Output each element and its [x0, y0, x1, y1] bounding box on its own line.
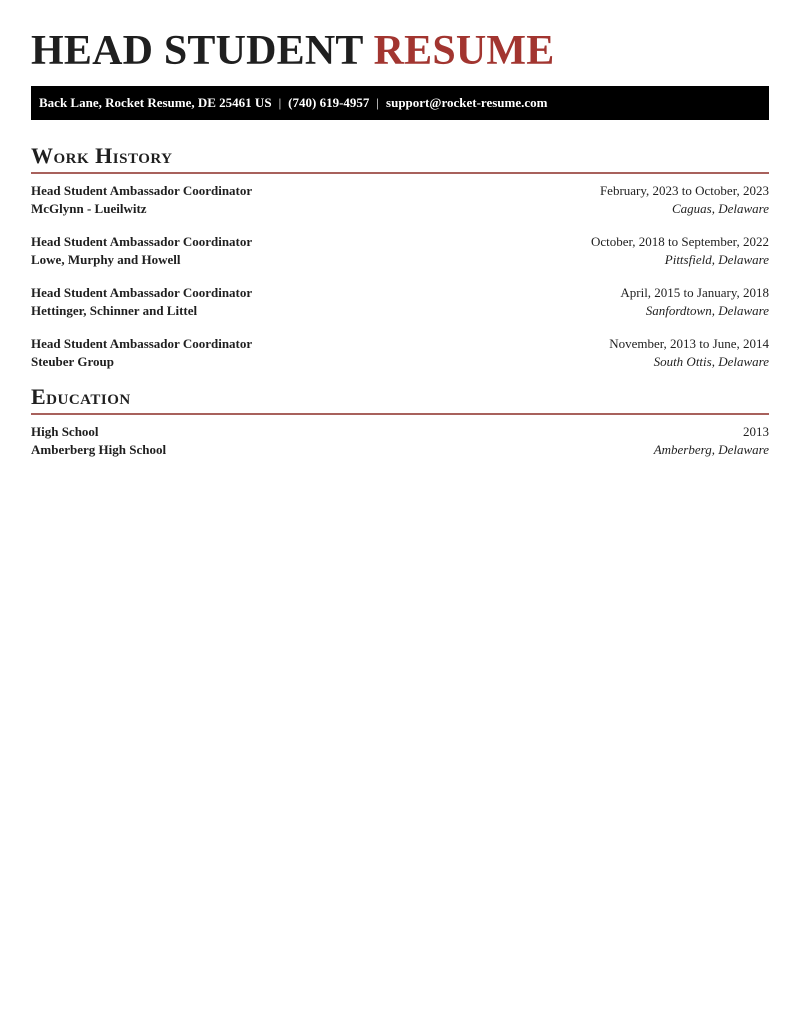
education-list	[31, 423, 769, 459]
work-entry	[31, 182, 769, 218]
work-entry	[31, 233, 769, 269]
job-title: Head Student Ambassador Coordinator	[31, 183, 253, 198]
education-heading: Education	[31, 384, 131, 409]
job-dates: April, 2015 to January, 2018	[620, 285, 769, 300]
school-name: Amberberg High School	[31, 442, 167, 457]
work-history-divider	[31, 172, 769, 174]
work-history-list	[31, 182, 769, 371]
job-title: Head Student Ambassador Coordinator	[31, 336, 253, 351]
title-main: HEAD STUDENT	[31, 28, 363, 74]
company-name: McGlynn - Lueilwitz	[31, 201, 147, 216]
education-entry	[31, 423, 769, 459]
work-history-heading: Work History	[31, 143, 173, 168]
degree-name: High School	[31, 424, 99, 439]
contact-address: Back Lane, Rocket Resume, DE 25461 US	[39, 95, 272, 110]
work-entry	[31, 284, 769, 320]
resume-title	[31, 0, 769, 73]
job-title: Head Student Ambassador Coordinator	[31, 285, 253, 300]
job-location: Caguas, Delaware	[671, 201, 769, 216]
work-entry	[31, 335, 769, 371]
job-location: Pittsfield, Delaware	[664, 252, 769, 267]
education-divider	[31, 413, 769, 415]
contact-separator: |	[376, 95, 380, 110]
job-dates: November, 2013 to June, 2014	[609, 336, 769, 351]
job-location: South Ottis, Delaware	[653, 354, 769, 369]
graduation-year: 2013	[743, 424, 769, 439]
school-location: Amberberg, Delaware	[653, 442, 769, 457]
company-name: Lowe, Murphy and Howell	[31, 252, 181, 267]
contact-email[interactable]: support@rocket-resume.com	[386, 95, 548, 110]
contact-bar	[31, 86, 769, 120]
company-name: Hettinger, Schinner and Littel	[31, 303, 198, 318]
job-dates: October, 2018 to September, 2022	[590, 234, 769, 249]
contact-separator: |	[278, 95, 282, 110]
company-name: Steuber Group	[31, 354, 114, 369]
contact-phone: (740) 619-4957	[288, 95, 370, 110]
job-dates: February, 2023 to October, 2023	[599, 183, 769, 198]
job-location: Sanfordtown, Delaware	[645, 303, 769, 318]
job-title: Head Student Ambassador Coordinator	[31, 234, 253, 249]
title-accent: RESUME	[373, 28, 555, 74]
